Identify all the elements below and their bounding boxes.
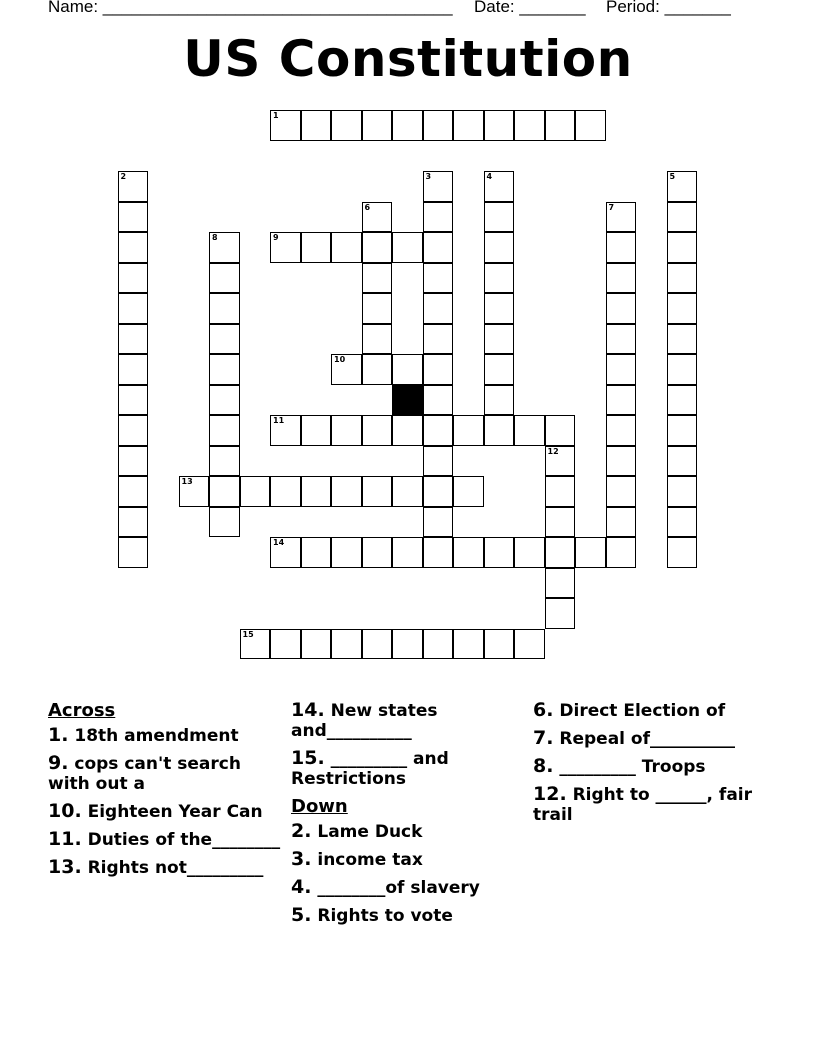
grid-cell[interactable]	[301, 629, 332, 660]
grid-cell[interactable]	[514, 415, 545, 446]
grid-cell[interactable]	[301, 110, 332, 141]
grid-cell[interactable]	[514, 537, 545, 568]
clue-down-7: 7. Repeal of__________	[533, 727, 735, 749]
clue-number: 4	[486, 172, 493, 181]
grid-cell[interactable]	[362, 537, 393, 568]
grid-cell[interactable]	[423, 446, 454, 477]
grid-cell[interactable]	[331, 629, 362, 660]
grid-cell[interactable]	[453, 629, 484, 660]
grid-cell[interactable]	[545, 598, 576, 629]
clue-down-8: 8. _________ Troops	[533, 755, 706, 777]
grid-cell[interactable]	[667, 171, 698, 202]
clues-column-3	[533, 700, 768, 832]
grid-cell[interactable]	[362, 293, 393, 324]
grid-cell[interactable]	[362, 110, 393, 141]
clues-column-1	[48, 700, 283, 885]
black-cell	[392, 385, 423, 416]
grid-cell[interactable]	[606, 263, 637, 294]
grid-cell[interactable]	[331, 110, 362, 141]
grid-cell[interactable]	[484, 354, 515, 385]
grid-cell[interactable]	[392, 537, 423, 568]
grid-cell[interactable]	[209, 232, 240, 263]
date-field-label[interactable]: Date: _______	[474, 0, 586, 16]
grid-cell[interactable]	[514, 629, 545, 660]
grid-cell[interactable]	[423, 629, 454, 660]
grid-cell[interactable]	[362, 629, 393, 660]
grid-cell[interactable]	[667, 324, 698, 355]
grid-cell[interactable]	[301, 415, 332, 446]
grid-cell[interactable]	[118, 202, 149, 233]
grid-cell[interactable]	[606, 354, 637, 385]
grid-cell[interactable]	[362, 202, 393, 233]
grid-cell[interactable]	[484, 263, 515, 294]
grid-cell[interactable]	[118, 171, 149, 202]
grid-cell[interactable]	[209, 415, 240, 446]
grid-cell[interactable]	[118, 507, 149, 538]
grid-cell[interactable]	[606, 293, 637, 324]
grid-cell[interactable]	[118, 385, 149, 416]
down-heading: Down	[291, 796, 348, 817]
grid-cell[interactable]	[667, 202, 698, 233]
grid-cell[interactable]	[209, 507, 240, 538]
clue-across-9: 9. cops can't search with out a	[48, 752, 241, 794]
grid-cell[interactable]	[484, 293, 515, 324]
grid-cell[interactable]	[362, 476, 393, 507]
grid-cell[interactable]	[667, 415, 698, 446]
grid-cell[interactable]	[270, 537, 301, 568]
grid-cell[interactable]	[270, 476, 301, 507]
clue-across-14: 14. New states and__________	[291, 699, 438, 741]
grid-cell[interactable]	[423, 385, 454, 416]
grid-cell[interactable]	[118, 293, 149, 324]
grid-cell[interactable]	[484, 537, 515, 568]
grid-cell[interactable]	[606, 232, 637, 263]
grid-cell[interactable]	[667, 476, 698, 507]
grid-cell[interactable]	[331, 476, 362, 507]
clue-across-10: 10. Eighteen Year Can	[48, 800, 263, 822]
grid-cell[interactable]	[667, 537, 698, 568]
grid-cell[interactable]	[118, 476, 149, 507]
grid-cell[interactable]	[362, 324, 393, 355]
grid-cell[interactable]	[606, 537, 637, 568]
clue-number: 3	[425, 172, 432, 181]
grid-cell[interactable]	[606, 476, 637, 507]
clue-number: 1	[273, 111, 279, 120]
grid-cell[interactable]	[667, 293, 698, 324]
grid-cell[interactable]	[209, 476, 240, 507]
grid-cell[interactable]	[331, 415, 362, 446]
grid-cell[interactable]	[667, 507, 698, 538]
grid-cell[interactable]	[667, 232, 698, 263]
grid-cell[interactable]	[362, 232, 393, 263]
grid-cell[interactable]	[484, 110, 515, 141]
grid-cell[interactable]	[453, 537, 484, 568]
grid-cell[interactable]	[392, 415, 423, 446]
clue-across-1: 1. 18th amendment	[48, 724, 239, 746]
grid-cell[interactable]	[484, 415, 515, 446]
grid-cell[interactable]	[423, 354, 454, 385]
grid-cell[interactable]	[331, 537, 362, 568]
grid-cell[interactable]	[423, 232, 454, 263]
grid-cell[interactable]	[423, 415, 454, 446]
grid-cell[interactable]	[392, 354, 423, 385]
grid-cell[interactable]	[362, 415, 393, 446]
grid-cell[interactable]	[545, 110, 576, 141]
grid-cell[interactable]	[179, 476, 210, 507]
grid-cell[interactable]	[606, 446, 637, 477]
grid-cell[interactable]	[118, 354, 149, 385]
clue-across-11: 11. Duties of the________	[48, 828, 281, 850]
grid-cell[interactable]	[484, 202, 515, 233]
grid-cell[interactable]	[392, 232, 423, 263]
grid-cell[interactable]	[484, 232, 515, 263]
grid-cell[interactable]	[423, 293, 454, 324]
clue-number: 10	[334, 355, 346, 364]
grid-cell[interactable]	[423, 202, 454, 233]
grid-cell[interactable]	[301, 232, 332, 263]
grid-cell[interactable]	[453, 476, 484, 507]
grid-cell[interactable]	[423, 324, 454, 355]
clue-across-15: 15. _________ and Restrictions	[291, 747, 449, 789]
grid-cell[interactable]	[270, 629, 301, 660]
clue-number: 7	[608, 202, 615, 212]
grid-cell[interactable]	[667, 446, 698, 477]
clue-number: 11	[273, 416, 285, 425]
clue-number: 15	[242, 629, 254, 639]
clue-across-13: 13. Rights not_________	[48, 856, 264, 878]
grid-cell[interactable]	[545, 537, 576, 568]
grid-cell[interactable]	[423, 110, 454, 141]
grid-cell[interactable]	[545, 476, 576, 507]
grid-cell[interactable]	[209, 263, 240, 294]
grid-cell[interactable]	[545, 507, 576, 538]
grid-cell[interactable]	[209, 293, 240, 324]
student-info-header	[48, 0, 748, 19]
grid-cell[interactable]	[392, 476, 423, 507]
grid-cell[interactable]	[270, 232, 301, 263]
clue-down-4: 4. ________of slavery	[291, 876, 480, 898]
grid-cell[interactable]	[606, 507, 637, 538]
grid-cell[interactable]	[606, 324, 637, 355]
grid-cell[interactable]	[240, 476, 271, 507]
clue-down-12: 12. Right to ______, fair trail	[533, 783, 753, 825]
grid-cell[interactable]	[209, 354, 240, 385]
grid-cell[interactable]	[240, 629, 271, 660]
clue-number: 5	[669, 172, 676, 181]
grid-cell[interactable]	[453, 415, 484, 446]
grid-cell[interactable]	[270, 415, 301, 446]
grid-cell[interactable]	[545, 415, 576, 446]
grid-cell[interactable]	[484, 629, 515, 660]
grid-cell[interactable]	[484, 171, 515, 202]
grid-cell[interactable]	[545, 446, 576, 477]
grid-cell[interactable]	[362, 354, 393, 385]
clue-number: 9	[273, 233, 279, 242]
grid-cell[interactable]	[667, 385, 698, 416]
grid-cell[interactable]	[392, 110, 423, 141]
clue-down-2: 2. Lame Duck	[291, 820, 423, 842]
grid-cell[interactable]	[331, 354, 362, 385]
name-field-label[interactable]: Name: _____________________________________	[48, 0, 453, 16]
grid-cell[interactable]	[606, 385, 637, 416]
grid-cell[interactable]	[514, 110, 545, 141]
grid-cell[interactable]	[331, 232, 362, 263]
grid-cell[interactable]	[667, 354, 698, 385]
clues-column-2	[291, 700, 526, 933]
grid-cell[interactable]	[423, 476, 454, 507]
grid-cell[interactable]	[423, 171, 454, 202]
grid-cell[interactable]	[301, 476, 332, 507]
grid-cell[interactable]	[301, 537, 332, 568]
grid-cell[interactable]	[484, 324, 515, 355]
grid-cell[interactable]	[545, 568, 576, 599]
grid-cell[interactable]	[575, 110, 606, 141]
grid-cell[interactable]	[118, 263, 149, 294]
clue-number: 2	[120, 172, 127, 181]
page-title: US Constitution	[183, 30, 633, 88]
clue-number: 6	[364, 202, 371, 212]
across-heading: Across	[48, 700, 116, 721]
grid-cell[interactable]	[606, 202, 637, 233]
grid-cell[interactable]	[423, 263, 454, 294]
grid-cell[interactable]	[453, 110, 484, 141]
grid-cell[interactable]	[606, 415, 637, 446]
grid-cell[interactable]	[118, 446, 149, 477]
grid-cell[interactable]	[667, 263, 698, 294]
grid-cell[interactable]	[270, 110, 301, 141]
grid-cell[interactable]	[392, 629, 423, 660]
clue-number: 8	[212, 233, 218, 242]
grid-cell[interactable]	[484, 385, 515, 416]
period-field-label[interactable]: Period: _______	[606, 0, 731, 16]
grid-cell[interactable]	[118, 324, 149, 355]
grid-cell[interactable]	[423, 537, 454, 568]
clue-down-5: 5. Rights to vote	[291, 904, 453, 926]
grid-cell[interactable]	[209, 385, 240, 416]
grid-cell[interactable]	[209, 324, 240, 355]
grid-cell[interactable]	[423, 507, 454, 538]
grid-cell[interactable]	[118, 232, 149, 263]
grid-cell[interactable]	[575, 537, 606, 568]
grid-cell[interactable]	[118, 537, 149, 568]
grid-cell[interactable]	[362, 263, 393, 294]
clue-down-3: 3. income tax	[291, 848, 423, 870]
clue-number: 14	[273, 538, 285, 547]
grid-cell[interactable]	[118, 415, 149, 446]
grid-cell[interactable]	[209, 446, 240, 477]
clue-number: 13	[181, 477, 193, 486]
clue-down-6: 6. Direct Election of	[533, 699, 726, 721]
clue-number: 12	[547, 446, 559, 456]
